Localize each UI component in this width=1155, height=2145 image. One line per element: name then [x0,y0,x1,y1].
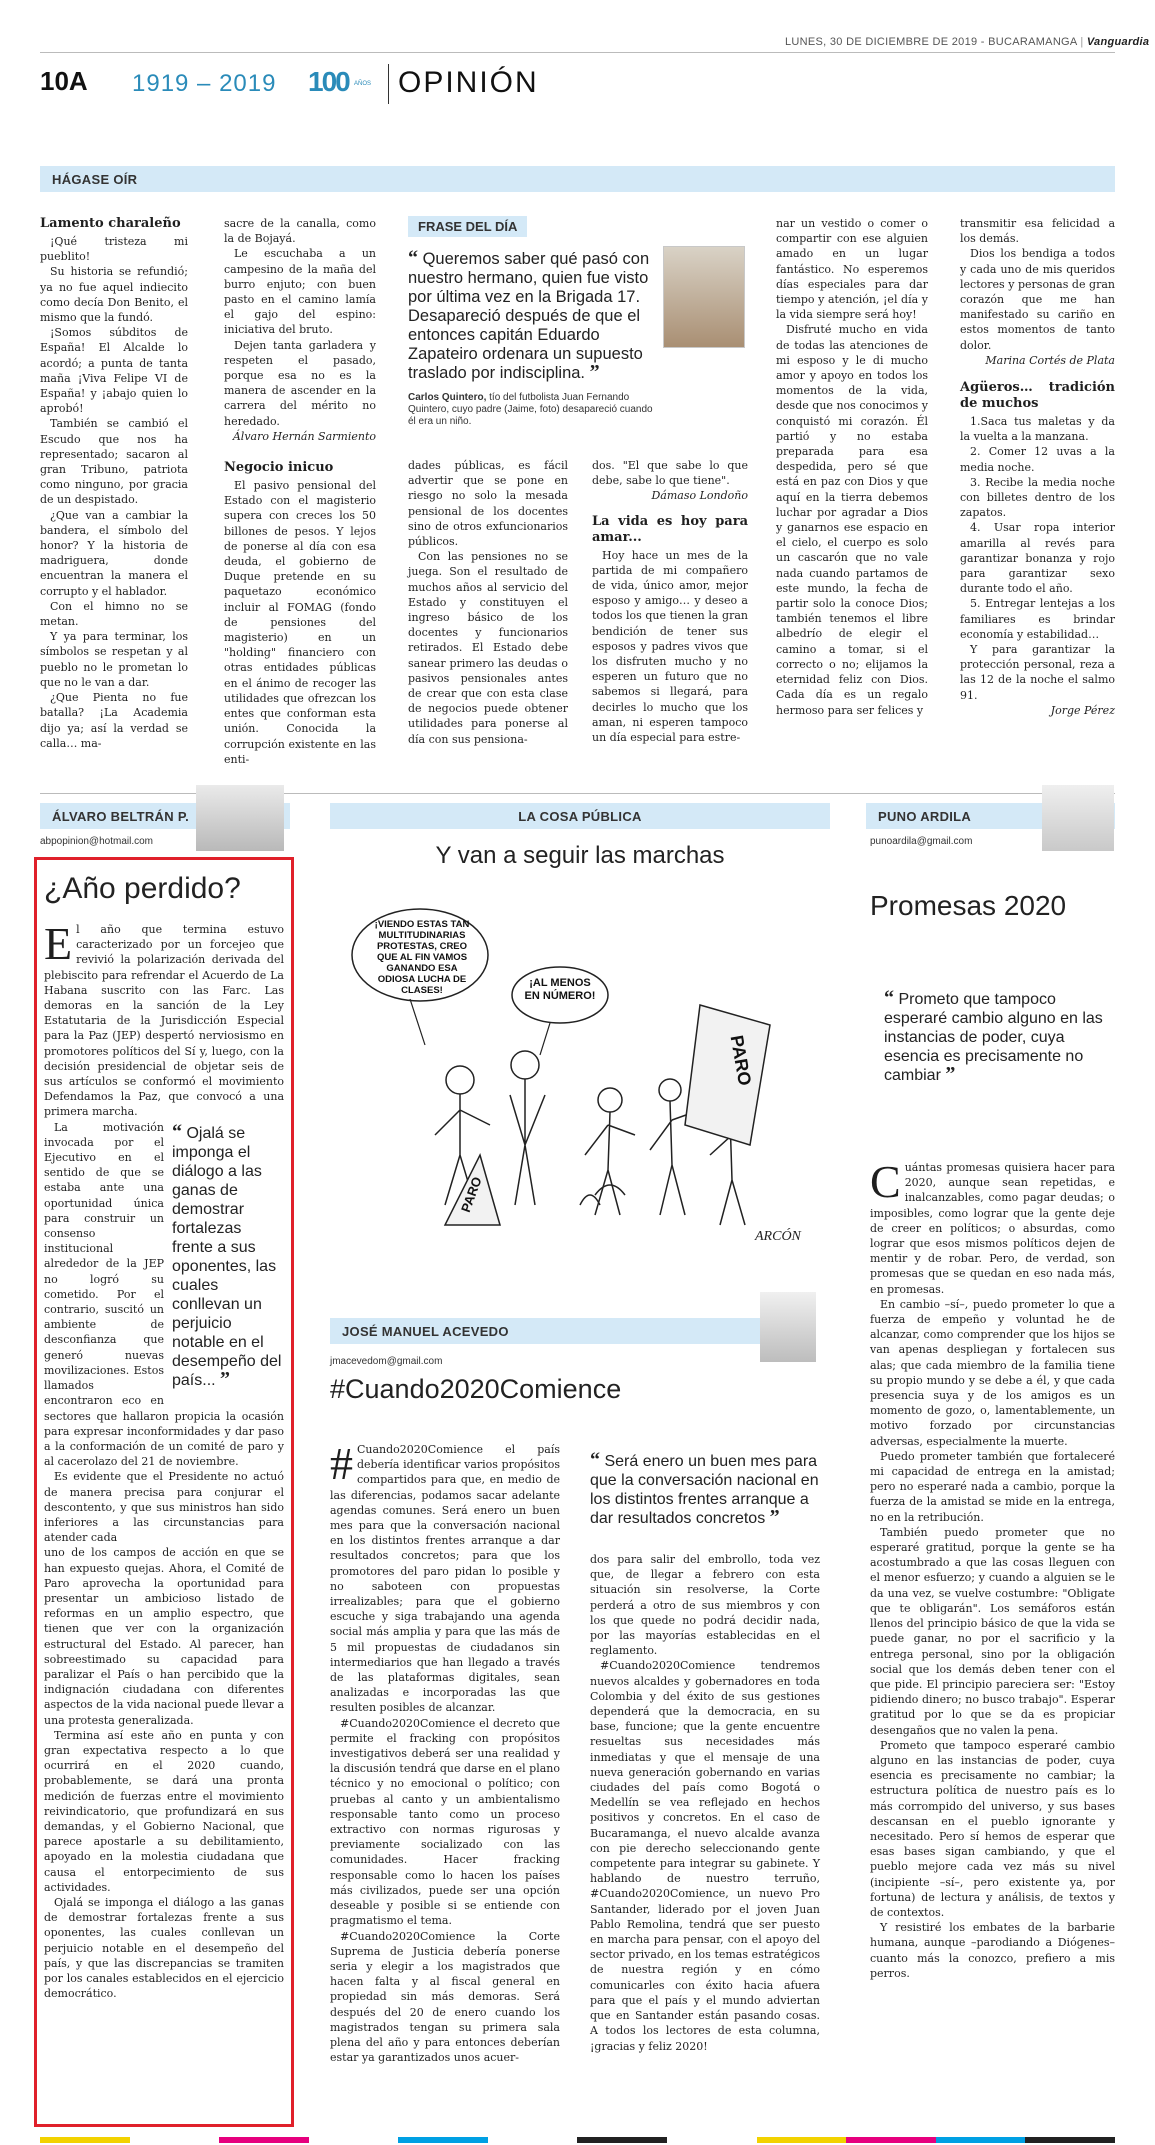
paragraph: Le escuchaba a un campesino de la maña del burro enjuto; con buen pasto en el camino lamía el gajo del espino: iniciativa del bruto. [224,247,376,337]
paragraph: Y ya para terminar, los símbolos se respetan y al pueblo no le prometan lo que no le van a dar. [40,630,188,689]
paragraph: Y resistiré los embates de la barbarie humana, aunque –parodiando a Diógenes– cuanto más la conozco, prefiero a mis perros. [870,1921,1115,1980]
masthead-divider [388,64,389,104]
paragraph: transmitir esa felicidad a los demás. [960,217,1115,246]
paragraph: l año que termina estuvo caracterizado por un forcejeo que revivió la polarización derivada del plebiscito para refrendar el Acuerdo de La Habana suscrito con las Farc. Las demoras en la sanción de la Ley Estatutaria de la Jurisdicción Especial para la Paz (JEP) despertó nerviosismo en promotores políticos del Sí y, luego, con la decisión presidencial de objetar seis de sus artículos se conformó el movimiento Defendamos la Paz, que convocó a una primera marcha. [44,923,284,1119]
paragraph: dos para salir del embrollo, toda vez que, de llegar a febrero con esta situación sin resolverse, la Corte perderá a otro de sus miembros y con los que quede no podrá decidir nada, por las mayorías establecidas en el reglamento. [590,1553,820,1658]
author-photo [196,785,284,851]
open-quote-icon: “ [408,247,418,269]
drop-cap: C [870,1156,901,1207]
paragraph: sacre de la canalla, como la de Bojayá. [224,217,376,246]
paragraph: Hoy hace un mes de la partida de mi compañero de vida, único amor, mejor esposo y amigo… y deseo a todos los que tienen la gran bendición de tener sus esposos y padres vivos que los disfruten mucho y no esperen un futuro que no sabemos si llegará, para decirles lo mucho que los aman, ni esperen tampoco un día especial para estre- [592,548,748,745]
paragraph: Puedo prometer también que fortaleceré mi capacidad de entrega en la amistad; pero no esperaré nada a cambio, porque la fuerza de la amistad se mide en la entrega, no en la retribución. [870,1449,1115,1524]
speech-bubble-2: ¡AL MENOS EN NÚMERO! [524,977,596,1002]
paragraph: ¿Que van a cambiar la bandera, el símbolo del honor? Y la historia de madriguera, donde encuentran la manera el corrupto y el hablador. [40,508,188,598]
hagase-band [40,166,1115,192]
article-title: #Cuando2020Comience [330,1374,622,1404]
paragraph: También puedo prometer que no esperaré gratitud, porque la gente se ha acostumbrado a que las cosas lleguen con el menor esfuerzo; y cuando a alguien se le da una vez, se vuelve costumbre: "Obligate que te obligarán". Los semáforos están llenos del principio básico de que la vida se puede ganar, no por el sacrificio y la entrega personal, sino por la obligación social que los demás deben tener con el que pide. El principio pareciera ser: "Estoy pidiendo dinero; no busco trabajo". Esperar gratitud por lo que se da es propiciar desengaños que no valen la pena. [870,1525,1115,1737]
protest-sign-2: PARO [726,1033,756,1088]
frase-credit: Carlos Quintero, tío del futbolista Juan Fernando Quintero, cuyo padre (Jaime, foto) desapareció cuando él era un niño. [408,392,653,427]
anniversary-number: 100 [308,66,349,97]
paragraph: 3. Recibe la media noche con billetes dentro de los zapatos. [960,475,1115,520]
frase-del-dia-box [408,216,748,454]
author-email: punoardila@gmail.com [870,836,973,847]
paragraph: 4. Usar ropa interior amarilla al revés para garantizar bonanza y rojo para garantizar sexo durante todo el año. [960,521,1115,596]
paragraph: Prometo que tampoco esperaré cambio alguno en las instancias de poder, cuya esencia es precisamente no cambiar; la estructura política de nuestro país es lo más corrompido del universo, y sus bases descansan en el pueblo ignorante y necesitado. Pero sí hemos de esperar que esas bases sigan cambiando, y que el pueblo mejore cada vez más su nivel (incipiente –sí–, pero existente ya, por fortuna) de lectura y análisis, de textos y de contextos. [870,1738,1115,1919]
paragraph: #Cuando2020Comience la Corte Suprema de Justicia debería ponerse seria y elegir a los magistrados que hacen falta y al fiscal general en propiedad sin más demoras. Será después del 20 de enero cuando los magistrados tengan su primera sala plena del año y para entonces deberían estar ya garantizados unos acuer- [330,1929,560,2065]
paragraph: Ojalá se imponga el diálogo a las ganas de demostrar fortalezas frente a sus oponentes, las cuales conllevan un perjuicio notable en el desempeño del país, y que las discrepancias se tramiten por los canales establecidos en el ejercicio democrático. [44,1896,284,2001]
signature: Dámaso Londoño [651,489,748,503]
paragraph: ¿Que Pienta no fue batalla? ¡La Academia dijo ya; así la verdad se calla… ma- [40,691,188,750]
signature: Jorge Pérez [1050,703,1115,717]
author-photo [760,1292,816,1362]
paragraph: En cambio –sí–, puedo prometer lo que a fuerza de empeño y voluntad he de alcanzar, como comprender que los hijos se van apenas despliegan y fortalecen sus alas; que cada miembro de la familia tiene su propio mundo y se debe a él, y que cada presencia suya y de los amigos es un momento de gozo, o, lamentablemente, un motivo forzado por circunstancias adversas, especialmente la muerte. [870,1297,1115,1448]
signature: Álvaro Hernán Sarmiento [232,429,376,443]
pull-quote: “ Será enero un buen mes para que la conversación nacional en los distintos frentes arranque a dar resultados concretos ” [590,1449,819,1528]
paragraph: nar un vestido o comer o compartir con ese alguien amado en un lugar fantástico. No esperemos días especiales para dar tiempo y atención, ¡el día y la vida siempre será hoy! [776,217,928,322]
letter-vida-cont [776,216,928,718]
jose-band [330,1318,770,1344]
paragraph: También se cambió el Escudo que nos ha representado; sacaron al gran Tribuno, patriota como ninguno, por gracia de un despistado. [40,417,188,507]
cosa-band [330,803,830,829]
letter-vida [592,458,748,745]
article-title: Promesas 2020 [870,890,1067,921]
paragraph: 2. Comer 12 uvas a la media noche. [960,445,1115,474]
signature: Marina Cortés de Plata [985,353,1115,367]
letter-title: Lamento charaleño [40,216,181,231]
jose-col2 [590,1552,820,2054]
puno-body [870,1156,1115,1981]
speech-bubble-1: ¡VIENDO ESTAS TAN MULTITUDINARIAS PROTESTAS, CREO QUE AL FIN VAMOS GANANDO ESA ODIOSA LUCHA DE CLASES! [374,919,470,996]
frase-quote: “ Queremos saber qué pasó con nuestro hermano, quien fue visto por última vez en la Brigada 17. Desapareció después de que el entonces capitán Eduardo Zapateiro ordenara un supuesto traslado por indisciplina. ” [408,247,650,383]
paragraph: Y para garantizar la protección personal, reza a las 12 de la noche el salmo 91. [960,643,1115,702]
paragraph: #Cuando2020Comience el decreto que permite el fracking con propósitos investigativos deberá ser una realidad y la discusión tendrá que darse en el plano técnico y no emocional o político; con pruebas al canto y un ambientalismo responsable tanto como un proceso extractivo con normas rigurosas y previamente socializado con las comunidades. Hacer fracking responsable como lo hacen los países más civilizados, puede ser una opción deseable y posible si se entiende con pragmatismo el tema. [330,1716,560,1928]
paragraph: Dejen tanta garladera y respeten el pasado, porque esa no es la manera de ascender en la carrera del mérito no heredado. [224,338,376,428]
section-title: OPINIÓN [398,66,539,99]
paragraph: dos. "El que sabe lo que debe, sabe lo que tiene". [592,459,748,488]
masthead-rule [40,52,1115,53]
drop-cap: # [330,1438,353,1489]
protest-sign-1: PARO [457,1174,485,1215]
open-quote-icon: “ [884,987,894,1009]
close-quote-icon: ” [589,361,600,383]
pull-quote: “ Prometo que tampoco esperaré cambio alguno en las instancias de poder, cuya esencia es precisamente no cambiar ” [884,987,1103,1085]
pull-quote: “ Ojalá se imponga el diálogo a las ganas de demostrar fortalezas frente a sus oponentes, las cuales conllevan un perjuicio notable en el desempeño del país... ” [172,1120,282,1390]
open-quote-icon: “ [172,1120,182,1143]
letter-agueros [960,216,1115,718]
anniversary-logo [308,66,378,102]
paragraph: ¡Qué tristeza mi pueblito! [40,235,188,264]
paragraph: Es evidente que el Presidente no actuó de manera precisa para conjurar el descontento, y que sus ministros han sido inferiores a las circunstancias para atender cada [44,1470,284,1545]
letter-title: Negocio inicuo [224,460,334,476]
paragraph: dades públicas, es fácil advertir que se pone en riesgo no solo la mesada pensional de los docentes sino de otros exfuncionarios públicos. [408,459,568,549]
paragraph: Su historia se refundió; ya no fue aquel indiecito como decía Don Benito, el mismo que la fundó. [40,265,188,325]
letter-lamento [40,216,188,751]
pull-quote-wrap [44,1120,284,2002]
close-quote-icon: ” [769,1506,780,1528]
hagase-label: HÁGASE OÍR [52,171,138,187]
paragraph: uno de los campos de acción en que se han expuesto quejas. Ahora, el Comité de Paro aprovecha la oportunidad para presentar un ambicioso listado de reformas en un amplio espectro, que tienen que ver con la organización estructural del Estado. Al parecer, han sobreestimado su capacidad para paralizar el País o han percibido que la indignación ciudadana con diferentes aspectos de la vida nacional puede llevar a una protesta generalizada. [44,1546,284,1727]
paragraph: Dios los bendiga a todos y cada uno de mis queridos lectores y personas de gran corazón que me han manifestado su cariño en estos momentos de tanto dolor. [960,247,1115,352]
paragraph: Disfruté mucho en vida de todas las atenciones de mi esposo y le di mucho amor y apoyo en todos los momentos de la vida, desde que nos conocimos y conquistó mi corazón. Él partió y no estaba preparada para esa despedida, pero sé que está en paz con Dios y que aquí en la tierra debemos luchar por agradar a Dios y ganarnos ese espacio en el cielo, el cuerpo es solo un cascarón que no vale nada cuando partamos de este mundo, la fecha de partir solo la conoce Dios; también tenemos el libre albedrío de elegir el camino a tomar, si el correcto o no; elijamos la eternidad feliz con Dios. Cada día es un regalo hermoso para ser felices y [776,323,928,717]
author-photo [1042,785,1114,851]
jose-col1 [330,1438,560,2065]
date-line: LUNES, 30 DE DICIEMBRE DE 2019 - BUCARAMANGA | Vanguardia [785,36,1150,48]
anniversary-years: 1919 – 2019 [132,70,277,97]
paragraph: Con las pensiones no se juega. Son el resultado de muchos años al servicio del Estado y constituyen el ingreso básico de los docentes y funcionarios retirados. El Estado debe sanear primero las deudas o pasivos pensionales antes de crear que con esta clase de negocios puede obtener utilidades para ponerse al día con sus pensiona- [408,550,568,746]
letter-title: La vida es hoy para amar... [592,513,748,545]
close-quote-icon: ” [945,1063,956,1085]
cartoon-signature: ARCÓN [755,1229,801,1244]
paragraph: Termina así este año en punta y con gran expectativa respecto a lo que ocurrirá en el 2020 cuando, probablemente, se dará una pronta medición de fuerzas entre el movimiento reivindicatorio, que profundizará en sus demandas, y el Gobierno Nacional, que parece apostarle a su debilitamiento, apoyado en la molestia ciudadana que causa el entorpecimiento de sus actividades. [44,1728,284,1894]
brand-name: Vanguardia [1086,36,1150,48]
drop-cap: E [44,918,73,969]
paragraph: 1.Saca tus maletas y da la vuelta a la manzana. [960,415,1115,444]
article-body-top [44,918,284,2001]
cartoon-title: Y van a seguir las marchas [435,842,725,869]
page-number: 10A [40,66,88,96]
band-label: LA COSA PÚBLICA [518,808,642,824]
letter-title: Agüeros… tradición de muchos [960,380,1115,412]
author-name: ÁLVARO BELTRÁN P. [52,808,190,824]
paragraph: 5. Entregar lentejas a los familiares es brindar economía y estabilidad… [960,597,1115,641]
author-name: PUNO ARDILA [878,808,972,824]
open-quote-icon: “ [590,1449,600,1471]
letter-negocio-cont [408,458,568,747]
paragraph: uántas promesas quisiera hacer para 2020, aunque sean repetidas, e inalcanzables, como pagar deudas; o imposibles, como lograr que la gente deje de creer en políticos; o absurdas, como lograr que esos mismos políticos dejen de mentir y de robar. Pero, de verdad, son promesas que se quedan en eso nada más, en promesas. [870,1161,1115,1296]
paragraph: La motivación invocada por el Ejecutivo en el sentido de que se estaba ante una oportunidad única para construir un consenso institucional alrededor de la JEP no logró su cometido. Por el contrario, suscitó un ambiente de desconfianza que generó nuevas movilizaciones. Estos llamados encontraron eco en sectores que hallaron propicia la ocasión para expresar inconformidades y dar paso a la conformación de un comité de paro y al cacerolazo del 21 de noviembre. [44,1120,284,1469]
paragraph: Con el himno no se metan. [40,599,188,629]
article-title: ¿Año perdido? [44,872,241,905]
author-email: abpopinion@hotmail.com [40,836,153,847]
frase-label: FRASE DEL DÍA [408,216,527,237]
paragraph: ¡Somos súbditos de España! El Alcalde lo acordó; a punta de tanta maña ¡Viva Felipe VI de España! y ¡abajo quien lo aprobó! [40,326,188,416]
paragraph: Cuando2020Comience el país debería identificar varios propósitos compartidos para que, en medio de las diferencias, podamos sacar adelante agendas comunes. Será enero un buen mes para que la conversación nacional en los distintos frentes arranque a dar resultados concretos; para que los promotores del paro pidan lo posible y no saboteen con propuestas irrealizables; para que el gobierno escuche y siga trabajando una agenda social más amplia y para que las más de 5 mil propuestas de ciudadanos sin intermediarios que han llegado a través de las plataformas digitales, sean analizadas e incorporadas las que resulten posibles de alcanzar. [330,1443,560,1715]
author-email: jmacevedom@gmail.com [330,1356,443,1367]
print-register-bar [40,2137,1115,2143]
author-name: JOSÉ MANUEL ACEVEDO [342,1323,509,1339]
letter-negocio [224,216,376,767]
close-quote-icon: ” [220,1367,231,1390]
anniversary-years-label: AÑOS [354,81,372,87]
frase-photo [663,246,745,348]
cartoon [350,895,810,1263]
paragraph: #Cuando2020Comience tendremos nuevos alcaldes y gobernadores en toda Colombia y del éxito de sus gestiones dependerá que la democracia, en su base, funcione; que la gente encuentre resueltas sus necesidades más inmediatas y que el mensaje de una nueva generación gobernando en varias ciudades del país como Bogotá o Medellín se vea reflejado en hechos positivos y concretos. En el caso de Bucaramanga, el nuevo alcalde avanza con pie derecho seleccionando gente competente para integrar su gabinete. Y hablando de nuestro terruño, #Cuando2020Comience, un nuevo Pro Santander, liderado por el joven Juan Pablo Remolina, tendrá que ser puesto en marcha para pensar, con el apoyo del sector privado, en los temas estratégicos de nuestra región y en cómo comunicarles con éxito hacia afuera para que el país y el mundo adviertan que en Santander están pasando cosas. A todos los lectores de esta columna, ¡gracias y feliz 2020! [590,1659,820,2053]
paragraph: El pasivo pensional del Estado con el magisterio supera con creces los 50 billones de pesos. Y lejos de ponerse al día con esa deuda, el gobierno de Duque pretende en su paquetazo económico incluir al FOMAG (fondo de pensiones del magisterio) en un "holding" financiero con otras entidades públicas en el ánimo de recoger las utilidades que ofrezcan los entes que conforman esta unión. Conocida la corrupción existente en las enti- [224,479,376,766]
